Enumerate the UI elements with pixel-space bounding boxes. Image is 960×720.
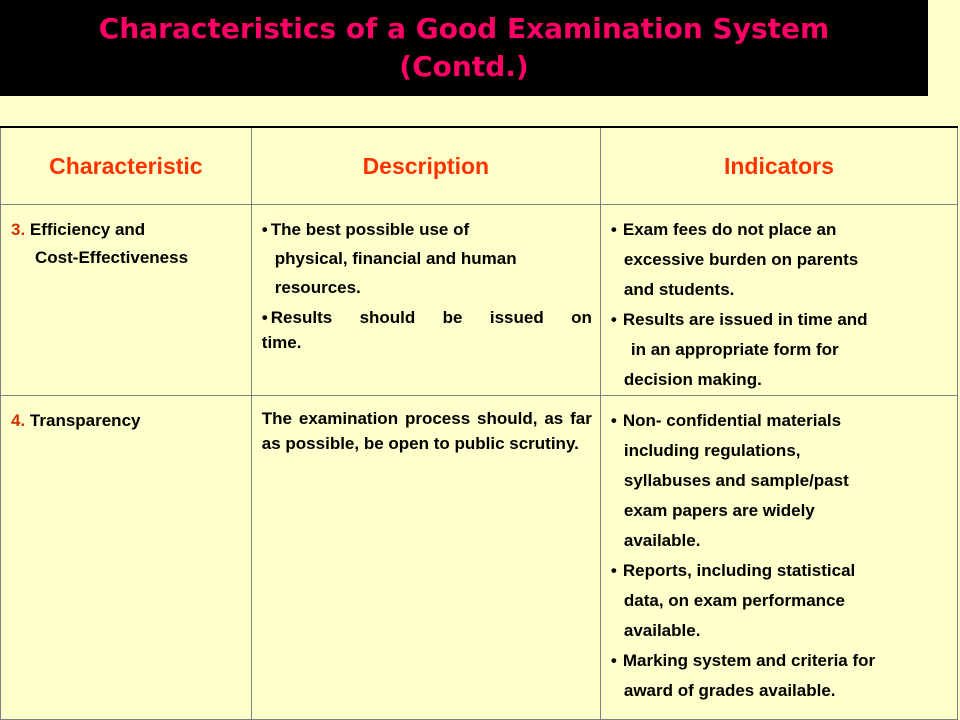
- title-line-2: (Contd.): [399, 50, 529, 83]
- description-list: [262, 215, 592, 355]
- indicator-line: • Results are issued in time and: [622, 310, 868, 329]
- indicator-line: syllabuses and sample/past: [623, 471, 849, 490]
- indicators-list: [611, 406, 949, 706]
- header-row: [1, 127, 958, 205]
- indicator-line: • Marking system and criteria for: [622, 651, 876, 670]
- indicator-line: including regulations,: [623, 441, 801, 460]
- indicators-list: [611, 215, 949, 395]
- indicators-cell: [600, 205, 957, 396]
- row-number: 3.: [11, 220, 26, 239]
- description-line: resources.: [274, 278, 361, 297]
- indicator-line: exam papers are widely: [623, 501, 815, 520]
- list-item: [262, 305, 592, 355]
- indicator-line: available.: [623, 531, 701, 550]
- indicator-line: excessive burden on parents: [623, 250, 859, 269]
- list-item: [611, 646, 949, 706]
- list-item: [611, 215, 949, 305]
- title-line-1: Characteristics of a Good Examination System: [98, 12, 830, 45]
- list-item: [611, 406, 949, 556]
- description-text: The examination process should, as far as possible, be open to public scrutiny.: [261, 409, 592, 453]
- description-cell: [251, 396, 600, 720]
- title-bar: [0, 0, 928, 96]
- header-description: Description: [251, 127, 600, 205]
- description-line: physical, financial and human: [274, 249, 517, 268]
- description-cell: [251, 205, 600, 396]
- characteristic-cell: [1, 205, 252, 396]
- indicator-line: • Non- confidential materials: [622, 411, 842, 430]
- table-row: [1, 205, 958, 396]
- indicator-line: • Exam fees do not place an: [622, 220, 837, 239]
- header-indicators: Indicators: [600, 127, 957, 205]
- indicator-line: and students.: [623, 280, 735, 299]
- description-line: • The best possible use of: [270, 220, 470, 239]
- list-item: [611, 556, 949, 646]
- description-line: time.: [261, 333, 302, 352]
- indicator-line: data, on exam performance: [623, 591, 845, 610]
- header-characteristic: Characteristic: [1, 127, 252, 205]
- characteristic-cell: [1, 396, 252, 720]
- list-item: [262, 215, 592, 302]
- characteristics-table: [0, 126, 958, 720]
- indicator-line: • Reports, including statistical: [622, 561, 856, 580]
- slide-title: [0, 10, 928, 86]
- row-number: 4.: [11, 411, 26, 430]
- indicator-line: award of grades available.: [623, 681, 836, 700]
- list-item: [611, 305, 949, 395]
- characteristic-name: Efficiency and: [29, 220, 146, 239]
- description-line: • Results should be issued on: [270, 308, 592, 327]
- indicator-line: available.: [623, 621, 701, 640]
- characteristic-name-cont: Cost-Effectiveness: [35, 248, 189, 267]
- indicator-line: decision making.: [623, 370, 762, 389]
- characteristic-name: Transparency: [29, 411, 141, 430]
- indicator-line: in an appropriate form for: [630, 340, 839, 359]
- indicators-cell: [600, 396, 957, 720]
- table-row: [1, 396, 958, 720]
